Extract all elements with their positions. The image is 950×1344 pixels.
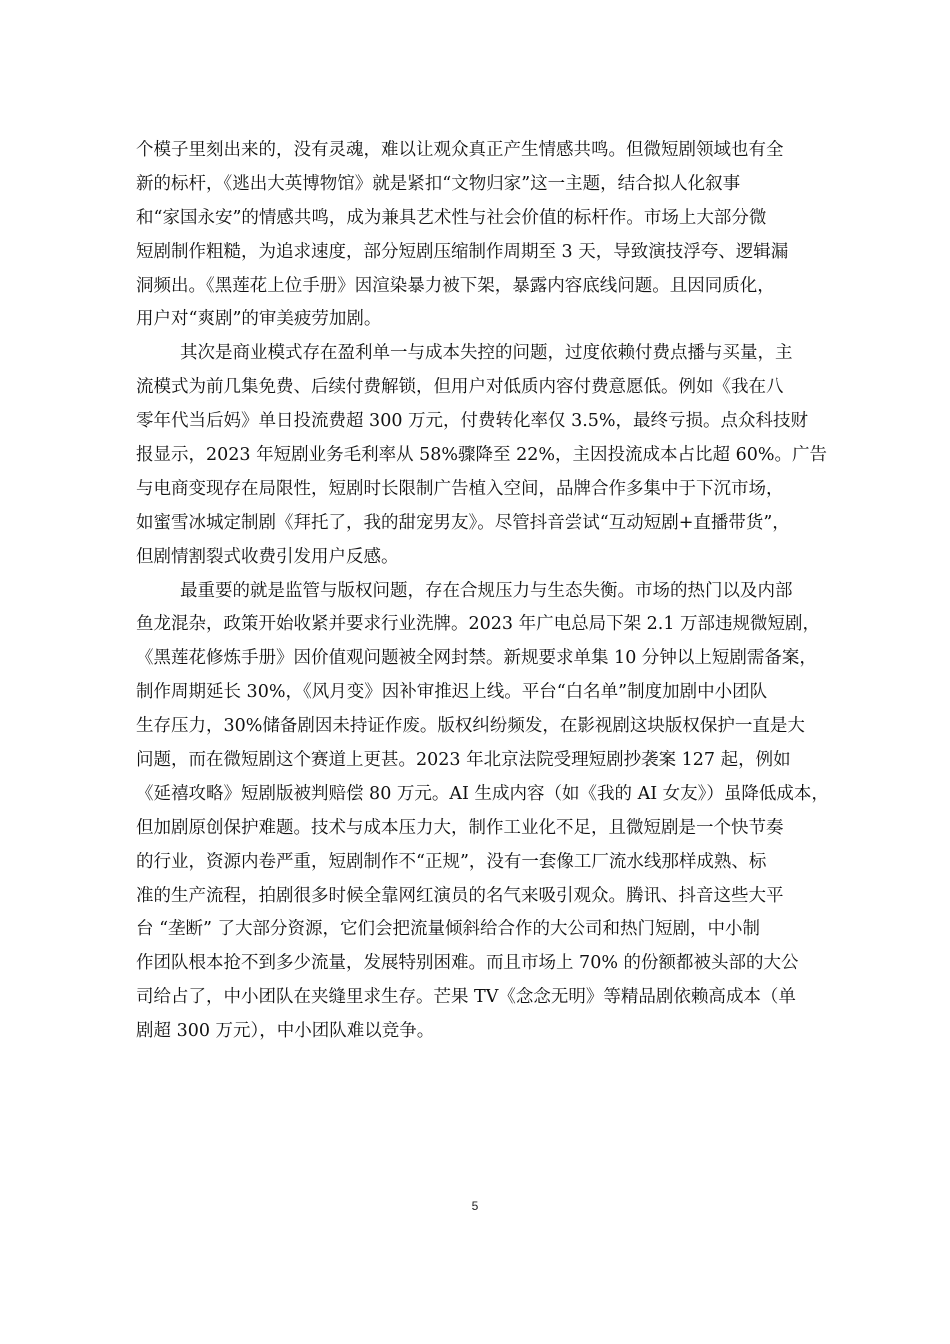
text-line: 问题，而在微短剧这个赛道上更甚。2023 年北京法院受理短剧抄袭案 127 起，例如 [136,750,791,771]
text-line: 司给占了，中小团队在夹缝里求生存。芒果 TV《念念无明》等精品剧依赖高成本（单 [136,987,796,1008]
text-line: 洞频出。《黑莲花上位手册》因渲染暴力被下架，暴露内容底线问题。且因同质化， [136,275,775,296]
text-line: 个模子里刻出来的，没有灵魂，难以让观众真正产生情感共鸣。但微短剧领域也有全 [136,140,784,160]
text-line: 和“家国永安”的情感共鸣，成为兼具艺术性与社会价值的标杆作。市场上大部分微 [136,207,767,228]
text-line: 如蜜雪冰城定制剧《拜托了，我的甜宠男友》。尽管抖音尝试“互动短剧+直播带货”， [136,512,790,533]
text-line: 准的生产流程，拍剧很多时候全靠网红演员的名气来吸引观众。腾讯、抖音这些大平 [136,885,784,906]
text-line: 作团队根本抢不到多少流量，发展特别困难。而且市场上 70% 的份额都被头部的大公 [136,953,799,974]
page-number: 5 [471,1199,479,1213]
text-line: 零年代当后妈》单日投流费超 300 万元，付费转化率仅 3.5%，最终亏损。点众科技财 [136,411,809,432]
paragraph [136,575,860,1049]
text-line: 生存压力，30%储备剧因未持证作废。版权纠纷频发，在影视剧这块版权保护一直是大 [136,716,805,737]
text-line: 用户对“爽剧”的审美疲劳加剧。 [136,309,382,330]
text-line: 但剧情割裂式收费引发用户反感。 [136,546,399,567]
body-text [136,134,860,1049]
text-line: 制作周期延长 30%，《风月变》因补审推迟上线。平台“白名单”制度加剧中小团队 [136,682,768,703]
text-line: 流模式为前几集免费、后续付费解锁，但用户对低质内容付费意愿低。例如《我在八 [136,377,784,398]
paragraph [136,134,860,337]
text-line: 《黑莲花修炼手册》因价值观问题被全网封禁。新规要求单集 10 分钟以上短剧需备案， [136,648,817,669]
text-line: 《延禧攻略》短剧版被判赔偿 80 万元。AI 生成内容（如《我的 AI 女友》）虽降低成本， [136,783,829,804]
text-line: 报显示，2023 年短剧业务毛利率从 58%骤降至 22%，主因投流成本占比超 60%。广告 [136,445,827,466]
text-line: 剧超 300 万元），中小团队难以竞争。 [136,1021,435,1042]
text-line: 与电商变现存在局限性，短剧时长限制广告植入空间，品牌合作多集中于下沉市场， [136,478,784,499]
text-line: 其次是商业模式存在盈利单一与成本失控的问题，过度依赖付费点播与买量，主 [180,343,793,364]
text-line: 最重要的就是监管与版权问题，存在合规压力与生态失衡。市场的热门以及内部 [180,580,793,601]
text-line: 鱼龙混杂，政策开始收紧并要求行业洗牌。2023 年广电总局下架 2.1 万部违规微短剧， [136,614,821,635]
text-line: 短剧制作粗糙，为追求速度，部分短剧压缩制作周期至 3 天，导致演技浮夸、逻辑漏 [136,241,789,262]
text-line: 台 “垄断” 了大部分资源，它们会把流量倾斜给合作的大公司和热门短剧，中小制 [136,919,761,940]
text-line: 新的标杆，《逃出大英博物馆》就是紧扣“文物归家”这一主题，结合拟人化叙事 [136,173,741,194]
text-line: 的行业，资源内卷严重，短剧制作不“正规”，没有一套像工厂流水线那样成熟、标 [136,851,767,872]
paragraph [136,337,860,574]
text-line: 但加剧原创保护难题。技术与成本压力大，制作工业化不足，且微短剧是一个快节奏 [136,817,784,838]
